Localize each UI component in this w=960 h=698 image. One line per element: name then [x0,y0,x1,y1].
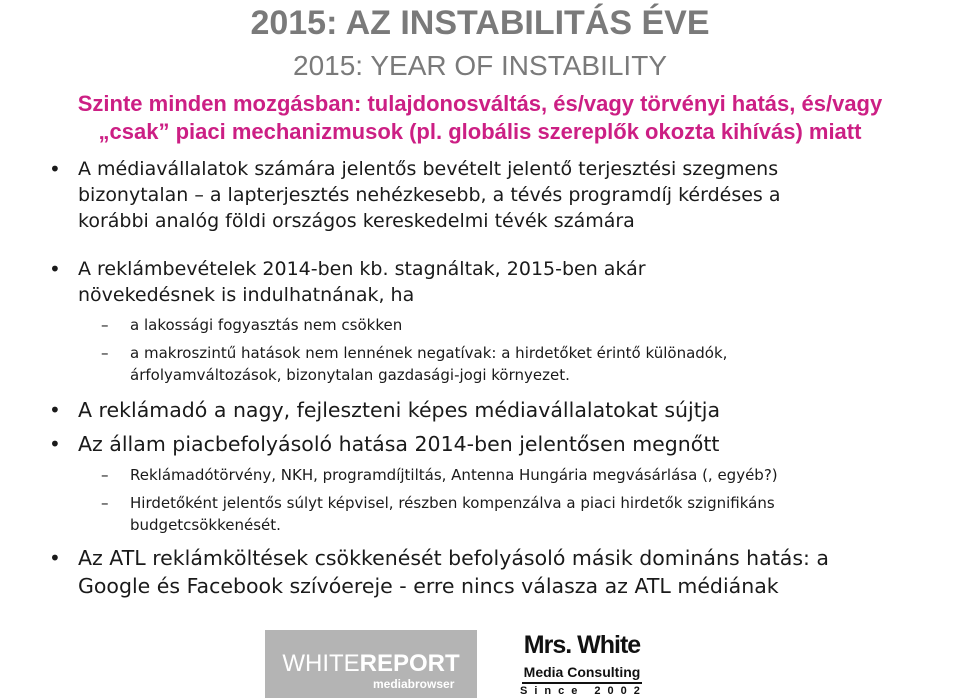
slide-subtitle: 2015: YEAR OF INSTABILITY [293,50,667,81]
mrswhite-subtitle: Media Consulting [523,664,641,680]
intro-line: „csak” piaci mechanizmusok (pl. globális szereplők okozta kihívás) miatt [98,119,862,144]
mrswhite-logo [520,631,647,698]
bullet-line: Az állam piacbefolyásoló hatása 2014-ben jelentősen megnőtt [78,432,720,456]
sub-bullet-line: Hirdetőként jelentős súlyt képvisel, részben kompenzálva a piaci hirdetők szignifikáns [130,494,775,512]
bullet-ad-revenue [49,256,956,308]
intro-line: Szinte minden mozgásban: tulajdonosváltás, és/vagy törvényi hatás, és/vagy [77,91,883,116]
intro-statement [0,90,960,146]
bullet-line: Google és Facebook szívóereje - erre nincs válasza az ATL médiának [78,574,779,598]
sub-bullet-consumption [101,314,956,336]
bullet-atl-spending [49,544,956,600]
bullet-line: A médiavállalatok számára jelentős bevételt jelentő terjesztési szegmens [78,158,779,180]
sub-bullet-advertiser [101,492,956,536]
mrswhite-name: Mrs. White [523,631,641,659]
whitereport-wordmark [265,650,477,678]
bullet-icon: • [49,398,61,422]
bullet-line: növekedésnek is indulhatnának, ha [78,284,415,306]
bullet-distribution [49,156,956,234]
sub-bullet-line: a makroszintű hatások nem lennének negatívak: a hirdetőket érintő különadók, [130,344,728,362]
bullet-icon: • [49,257,61,281]
dash-icon: – [101,344,109,362]
bullet-line: bizonytalan – a lapterjesztés nehézkesebb, a tévés programdíj kérdéses a [78,184,781,206]
bullet-line: Az ATL reklámköltések csökkenését befolyásoló másik domináns hatás: a [78,546,829,570]
dash-icon: – [101,494,109,512]
dash-icon: – [101,466,109,484]
sub-bullet-macro [101,342,956,386]
sub-bullet-line: budgetcsökkenését. [130,516,281,534]
whitereport-bold: REPORT [359,650,460,677]
bullet-line: A reklámbevételek 2014-ben kb. stagnáltak, 2015-ben akár [78,258,646,280]
sub-bullet-legislation [101,464,956,486]
bullet-ad-tax [49,396,956,424]
bullet-icon: • [49,432,61,456]
bullet-line: korábbi analóg földi országos kereskedelmi tévék számára [78,210,635,232]
mrswhite-divider [522,682,642,684]
dash-icon: – [101,316,109,334]
bullet-state-influence [49,430,956,458]
slide-title: 2015: AZ INSTABILITÁS ÉVE [250,4,710,42]
bullet-line: A reklámadó a nagy, fejleszteni képes médiavállalatokat sújtja [78,398,721,422]
bullet-icon: • [49,546,61,570]
sub-bullet-line: árfolyamváltozások, bizonytalan gazdasági-jogi környezet. [130,366,570,384]
mrswhite-since: Since 2002 [520,685,647,697]
whitereport-tagline: mediabrowser [373,677,455,691]
whitereport-logo [265,630,477,698]
whitereport-thin: WHITE [282,650,360,677]
sub-bullet-line: a lakossági fogyasztás nem csökken [130,316,403,334]
bullet-icon: • [49,157,61,181]
sub-bullet-line: Reklámadótörvény, NKH, programdíjtiltás, Antenna Hungária megvásárlása (, egyéb?) [130,466,778,484]
